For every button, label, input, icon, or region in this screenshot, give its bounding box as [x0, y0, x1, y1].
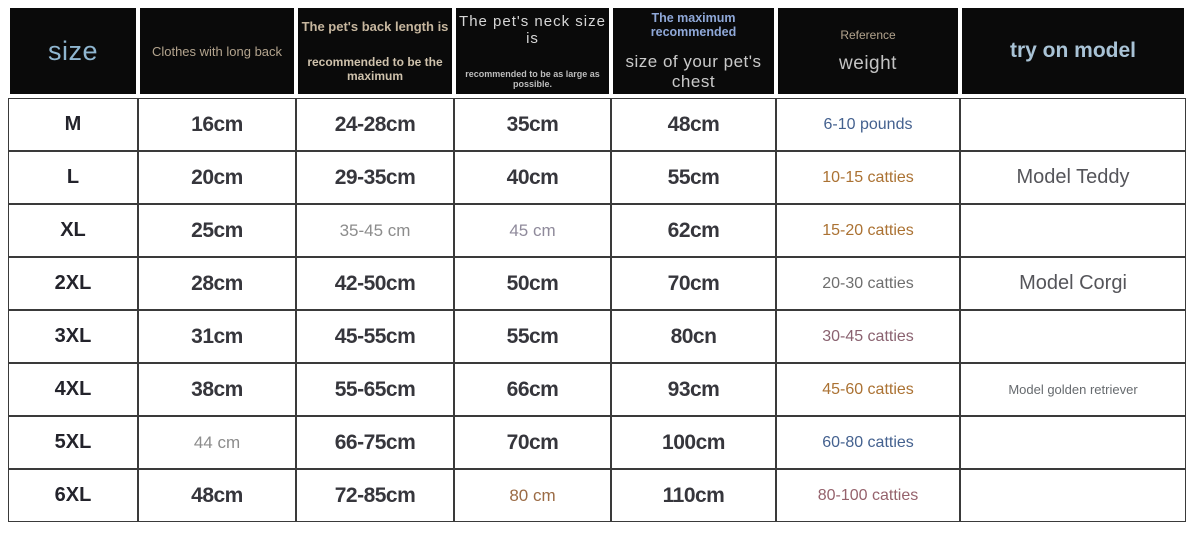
header-neck-size: [454, 6, 611, 98]
table-row-l: [8, 151, 1186, 204]
long-back-cell: 20cm: [138, 151, 296, 204]
model-cell: [960, 416, 1186, 469]
table-row-4xl: [8, 363, 1186, 416]
long-back-cell: 31cm: [138, 310, 296, 363]
long-back-cell: 44 cm: [138, 416, 296, 469]
header-weight-line2: weight: [839, 52, 897, 74]
table-row-xl: [8, 204, 1186, 257]
weight-cell: 20-30 catties: [776, 257, 960, 310]
header-try-on-model: [960, 6, 1186, 98]
header-back-length: [296, 6, 454, 98]
neck-size-cell: 70cm: [454, 416, 611, 469]
chest-cell: 80cn: [611, 310, 776, 363]
back-length-cell: 66-75cm: [296, 416, 454, 469]
chest-cell: 62cm: [611, 204, 776, 257]
back-length-cell: 55-65cm: [296, 363, 454, 416]
neck-size-cell: 35cm: [454, 98, 611, 151]
chest-cell: 100cm: [611, 416, 776, 469]
model-cell: Model golden retriever: [960, 363, 1186, 416]
size-cell: 5XL: [8, 416, 138, 469]
table-row-m: [8, 98, 1186, 151]
size-table: [8, 6, 1186, 522]
back-length-cell: 24-28cm: [296, 98, 454, 151]
weight-cell: 80-100 catties: [776, 469, 960, 522]
weight-cell: 30-45 catties: [776, 310, 960, 363]
model-cell: [960, 204, 1186, 257]
header-chest-line2: size of your pet's chest: [625, 51, 762, 91]
table-row-3xl: [8, 310, 1186, 363]
back-length-cell: 35-45 cm: [296, 204, 454, 257]
weight-cell: 45-60 catties: [776, 363, 960, 416]
model-cell: [960, 98, 1186, 151]
neck-size-cell: 80 cm: [454, 469, 611, 522]
model-cell: [960, 310, 1186, 363]
chest-cell: 48cm: [611, 98, 776, 151]
long-back-cell: 48cm: [138, 469, 296, 522]
size-cell: L: [8, 151, 138, 204]
neck-size-cell: 50cm: [454, 257, 611, 310]
neck-size-cell: 66cm: [454, 363, 611, 416]
chest-cell: 55cm: [611, 151, 776, 204]
back-length-cell: 42-50cm: [296, 257, 454, 310]
size-chart-page: [0, 6, 1196, 548]
model-cell: [960, 469, 1186, 522]
header-neck-size-line2: recommended to be as large as possible.: [465, 69, 600, 89]
neck-size-cell: 45 cm: [454, 204, 611, 257]
model-cell: Model Teddy: [960, 151, 1186, 204]
header-back-length-line2: recommended to be the maximum: [307, 55, 443, 83]
back-length-cell: 45-55cm: [296, 310, 454, 363]
header-back-length-line1: The pet's back length is: [301, 19, 449, 34]
header-long-back-label: Clothes with long back: [151, 43, 283, 59]
weight-cell: 6-10 pounds: [776, 98, 960, 151]
header-try-on-model-label: try on model: [1009, 39, 1136, 62]
header-long-back: [138, 6, 296, 98]
size-cell: 3XL: [8, 310, 138, 363]
model-cell: Model Corgi: [960, 257, 1186, 310]
long-back-cell: 38cm: [138, 363, 296, 416]
size-cell: 4XL: [8, 363, 138, 416]
header-row: [8, 6, 1186, 98]
header-weight-line1: Reference: [840, 27, 896, 42]
chest-cell: 70cm: [611, 257, 776, 310]
table-row-6xl: [8, 469, 1186, 522]
size-cell: 6XL: [8, 469, 138, 522]
header-size: [8, 6, 138, 98]
back-length-cell: 72-85cm: [296, 469, 454, 522]
table-row-5xl: [8, 416, 1186, 469]
size-cell: M: [8, 98, 138, 151]
weight-cell: 60-80 catties: [776, 416, 960, 469]
weight-cell: 15-20 catties: [776, 204, 960, 257]
size-cell: 2XL: [8, 257, 138, 310]
long-back-cell: 16cm: [138, 98, 296, 151]
table-row-2xl: [8, 257, 1186, 310]
long-back-cell: 28cm: [138, 257, 296, 310]
long-back-cell: 25cm: [138, 204, 296, 257]
header-size-label: size: [47, 35, 98, 66]
header-chest: [611, 6, 776, 98]
weight-cell: 10-15 catties: [776, 151, 960, 204]
header-neck-size-line1: The pet's neck size is: [459, 13, 606, 47]
neck-size-cell: 55cm: [454, 310, 611, 363]
chest-cell: 110cm: [611, 469, 776, 522]
chest-cell: 93cm: [611, 363, 776, 416]
neck-size-cell: 40cm: [454, 151, 611, 204]
back-length-cell: 29-35cm: [296, 151, 454, 204]
header-weight: [776, 6, 960, 98]
header-chest-line1: The maximum recommended: [650, 10, 737, 39]
size-cell: XL: [8, 204, 138, 257]
